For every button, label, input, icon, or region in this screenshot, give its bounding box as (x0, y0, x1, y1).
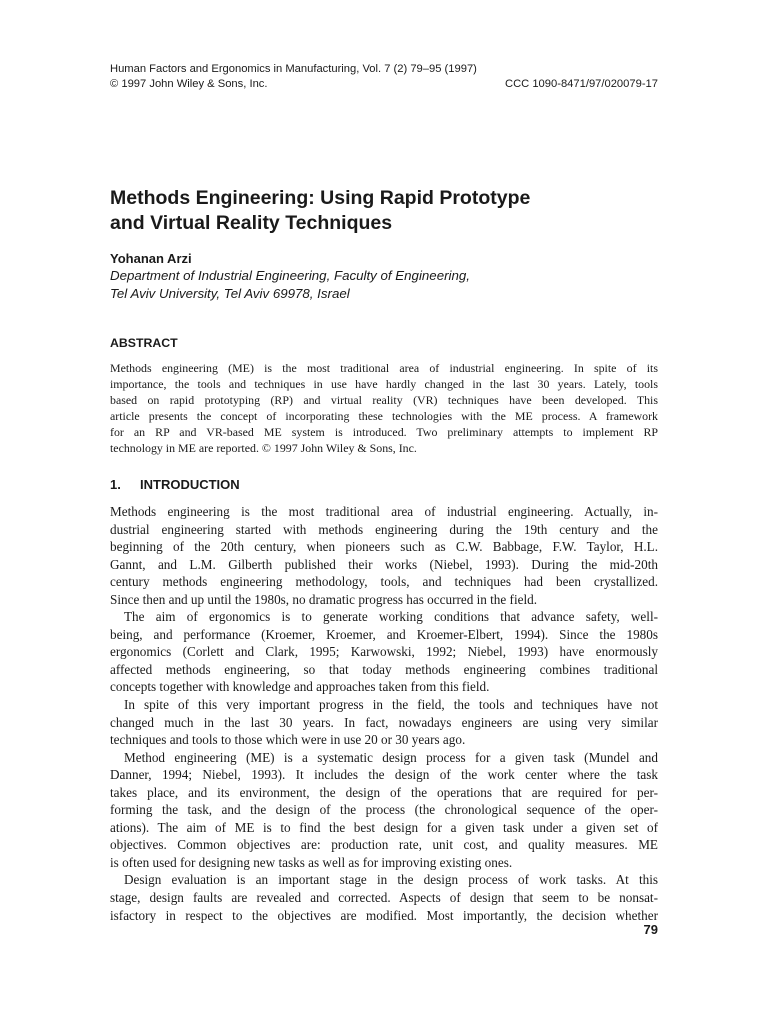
paragraph-1 (110, 503, 658, 608)
text-line: dustrial engineering started with methods engineering during the 19th century and the (110, 521, 658, 537)
text-line: forming the task, and the design of the process (the chronological sequence of the oper- (110, 802, 658, 818)
paper-title (110, 186, 658, 236)
paper-page (110, 0, 658, 1024)
text-line: stage, design faults are revealed and corrected. Aspects of design that seem to be nonsat- (110, 890, 658, 906)
journal-copyright-row (110, 77, 658, 92)
affiliation-line-2: Tel Aviv University, Tel Aviv 69978, Israel (110, 286, 350, 301)
abstract-line: technology in ME are reported. © 1997 John Wiley & Sons, Inc. (110, 441, 417, 455)
author-name: Yohanan Arzi (110, 251, 192, 266)
introduction-body (110, 503, 658, 924)
section-title: INTRODUCTION (140, 477, 240, 492)
abstract-line: Methods engineering (ME) is the most traditional area of industrial engineering. In spite of its (110, 361, 658, 375)
paragraph-3 (110, 696, 658, 749)
affiliation-line-1: Department of Industrial Engineering, Faculty of Engineering, (110, 268, 470, 283)
text-line: Design evaluation is an important stage in the design process of work tasks. At this (124, 872, 658, 888)
abstract-line: for an RP and VR-based ME system is introduced. Two preliminary attempts to implement RP (110, 425, 658, 439)
text-line: ations). The aim of ME is to find the best design for a given task under a given set of (110, 819, 658, 835)
section-heading (110, 477, 240, 492)
paragraph-5 (110, 871, 658, 924)
text-line: concepts together with knowledge and approaches taken from this field. (110, 679, 490, 695)
paragraph-2 (110, 608, 658, 696)
paragraph-4 (110, 749, 658, 872)
text-line: being, and performance (Kroemer, Kroemer, and Kroemer-Elbert, 1994). Since the 1980s (110, 626, 658, 642)
text-line: Methods engineering is the most traditional area of industrial engineering. Actually, in- (110, 504, 658, 519)
page-number: 79 (643, 922, 658, 937)
abstract-line: importance, the tools and techniques in use have hardly changed in the last 30 years. Lately, tools (110, 377, 658, 391)
text-line: century methods engineering methodology, tools, and techniques had been crystallized. (110, 574, 658, 590)
text-line: Method engineering (ME) is a systematic design process for a given task (Mundel and (124, 749, 658, 765)
text-line: beginning of the 20th century, when pioneers such as C.W. Babbage, F.W. Taylor, H.L. (110, 539, 658, 555)
text-line: is often used for designing new tasks as well as for improving existing ones. (110, 854, 513, 870)
text-line: techniques and tools to those which were in use 20 or 30 years ago. (110, 732, 466, 748)
abstract-heading: ABSTRACT (110, 336, 178, 350)
text-line: The aim of ergonomics is to generate working conditions that advance safety, well- (124, 609, 658, 625)
abstract-body (110, 360, 658, 456)
text-line: Gannt, and L.M. Gilberth published their works (Niebel, 1993). During the mid-20th (110, 556, 658, 572)
abstract-line: article presents the concept of incorporating these technologies with the ME process. A framework (110, 409, 658, 423)
author-affiliation (110, 267, 658, 303)
title-line-1: Methods Engineering: Using Rapid Prototype (110, 187, 531, 209)
text-line: isfactory in respect to the objectives are modified. Most importantly, the decision whether (110, 907, 658, 923)
title-line-2: and Virtual Reality Techniques (110, 212, 393, 234)
text-line: affected methods engineering, so that today methods engineering combines traditional (110, 661, 658, 677)
text-line: In spite of this very important progress in the field, the tools and techniques have not (124, 697, 658, 713)
text-line: objectives. Common objectives are: production rate, unit cost, and quality measures. ME (110, 837, 658, 853)
text-line: takes place, and its environment, the design of the operations that are required for per- (110, 784, 658, 800)
section-number: 1. (110, 477, 121, 492)
text-line: Danner, 1994; Niebel, 1993). It includes the design of the work center where the task (110, 767, 658, 783)
abstract-line: based on rapid prototyping (RP) and virtual reality (VR) techniques have been developed. This (110, 393, 658, 407)
text-line: Since then and up until the 1980s, no dramatic progress has occurred in the field. (110, 591, 538, 607)
ccc-code: CCC 1090-8471/97/020079-17 (504, 78, 658, 90)
journal-header (110, 62, 658, 92)
text-line: changed much in the last 30 years. In fact, nowadays engineers are using very similar (110, 714, 658, 730)
text-line: ergonomics (Corlett and Clark, 1995; Karwowski, 1992; Niebel, 1993) have enormously (110, 644, 658, 660)
copyright-notice: © 1997 John Wiley & Sons, Inc. (110, 78, 268, 90)
journal-citation: Human Factors and Ergonomics in Manufacturing, Vol. 7 (2) 79–95 (1997) (110, 63, 477, 75)
